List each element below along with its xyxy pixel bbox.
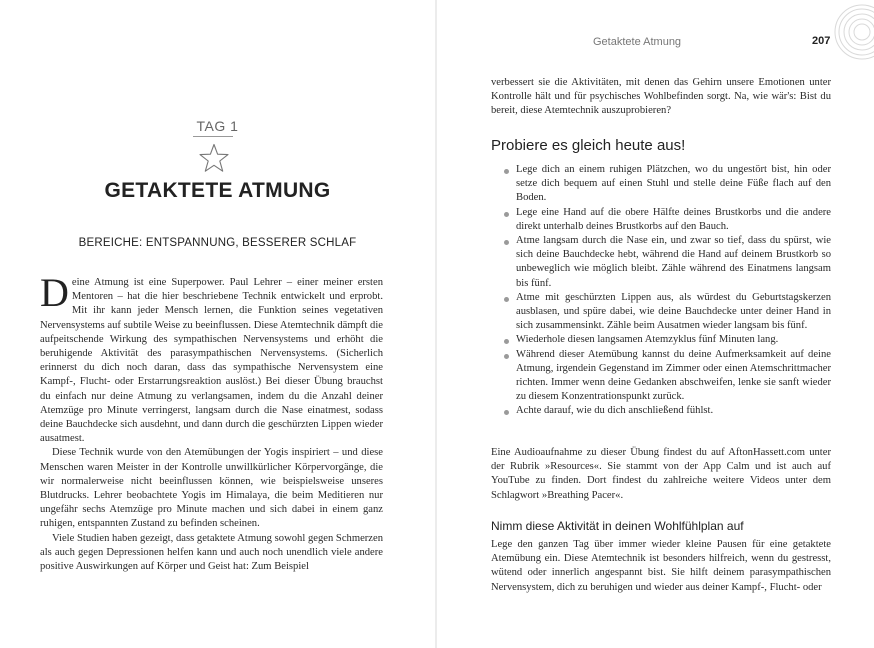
list-item: Achte darauf, wie du dich anschließend fühlst.	[504, 404, 831, 418]
bullet-icon	[504, 240, 509, 245]
paragraph: Lege den ganzen Tag über immer wieder kleine Pausen für eine getaktete Atemübung ein. Diese Atemtechnik ist besonders hilfreich, wenn du gestresst, wütend oder innerlich angespannt bist. Sie hilft deinem parasympathischen Nervensystem, dich zu beruhigen und wieder aus deiner Kampf-, Flucht- oder	[491, 539, 831, 593]
left-page	[0, 0, 435, 648]
subsection-heading: Nimm diese Aktivität in deinen Wohlfühlplan auf	[491, 519, 744, 533]
page-number: 207	[812, 35, 831, 47]
paragraph: Diese Technik wurde von den Atemübungen der Yogis inspiriert – und diese Menschen waren Meister in der Kontrolle unwillkürlicher Körpervorgänge, die wir normalerweise nicht beeinflussen können, wie beispielsweise unseres Blutdrucks. Lehrer beobachtete Yogis im Himalaya, die beim Meditieren nur ungefähr sechs Atemzüge pro Minute machen und sich dabei in einem ganz ruhigen, entspannten Zustand zu befinden scheinen.	[40, 447, 383, 530]
drop-cap: D	[40, 270, 69, 315]
list-item: Lege dich an einem ruhigen Plätzchen, wo du ungestört bist, hin oder setze dich bequem auf einen Stuhl und stelle deine Füße flach auf den Boden.	[504, 163, 831, 206]
section-heading: Probiere es gleich heute aus!	[491, 137, 686, 154]
left-body-text	[40, 270, 383, 574]
audio-paragraph-block	[491, 446, 831, 503]
list-item: Wiederhole diesen langsamen Atemzyklus fünf Minuten lang.	[504, 333, 831, 347]
chapter-areas: BEREICHE: ENTSPANNUNG, BESSERER SCHLAF	[78, 237, 357, 249]
final-paragraph-block	[491, 538, 831, 595]
tag-divider	[193, 136, 233, 137]
bullet-icon	[504, 410, 509, 415]
concentric-circles-icon	[820, 4, 874, 60]
paragraph-text: eine Atmung ist eine Superpower. Paul Lehrer – einer meiner ersten Mentoren – hat die hier beschriebene Technik entwickelt und erprobt. Mit ihr kann jeder Mensch lernen, die Funktion seines vegetativen Nervensystems auf subtile Weise zu beeinflussen. Diese Atemtechnik dämpft die aufpeitschende Wirkung des sympathischen Nervensystems und erhöht die beruhigende Aktivität des parasympathischen Nervensystems. (Sicherlich erinnerst du dich noch daran, dass das sympathische Nervensystem eine Kampf-, Flucht- oder Erstarrungsreaktion auslöst.) Bei dieser Übung brauchst du einfach nur deine Atmung zu verlangsamen, indem du die Anzahl deiner Atemzüge pro Minute verringerst, langsam durch die Nase einatmest, sodass deine Bauchdecke sich ausdehnt, und dann durch die geschürzten Lippen wieder ausatmest.	[40, 277, 383, 445]
list-item: Atme mit geschürzten Lippen aus, als würdest du Geburtstagskerzen ausblasen, und spüre dabei, wie deine Bauchdecke unter deiner Hand in sich zusammensinkt. Zähle beim Ausatmen wieder langsam bis fünf.	[504, 291, 831, 334]
bullet-icon	[504, 354, 509, 359]
chapter-title: GETAKTETE ATMUNG	[104, 179, 331, 202]
list-item: Während dieser Atemübung kannst du deine Aufmerksamkeit auf deine Atmung, irgendein Gegenstand im Zimmer oder einen Atemschrittmacher richten. Immer wenn deine Gedanken abschweifen, lenke sie sanft wieder zu diesem Konzentrationspunkt zurück.	[504, 348, 831, 405]
paragraph: Eine Audioaufnahme zu dieser Übung findest du auf AftonHassett.com unter der Rubrik »Resources«. Sie stammt von der App Calm und ist auch auf YouTube zu finden. Dort findest du zahlreiche weitere Videos unter dem Schlagwort »Breathing Pacer«.	[491, 447, 831, 501]
steps-list	[504, 163, 831, 419]
running-head: Getaktete Atmung	[593, 36, 682, 48]
bullet-icon	[504, 212, 509, 217]
bullet-icon	[504, 169, 509, 174]
star-icon	[198, 143, 230, 173]
right-continuation	[491, 76, 831, 119]
day-tag: TAG 1	[196, 118, 239, 134]
paragraph: Viele Studien haben gezeigt, dass getaktete Atmung sowohl gegen Schmerzen als auch gegen Depressionen helfen kann und auch noch unendlich viele andere positive Auswirkungen auf Körper und Geist hat: Zum Beispiel	[40, 532, 383, 573]
list-item: Lege eine Hand auf die obere Hälfte deines Brustkorbs und die andere direkt unterhalb deines Brustkorbs auf den Bauch.	[504, 206, 831, 234]
paragraph: verbessert sie die Aktivitäten, mit denen das Gehirn unsere Emotionen unter Kontrolle hält und für psychisches Wohlbefinden sorgt. Na, wie wär's: Bist du bereit, diese Atemtechnik auszuprobieren?	[491, 77, 831, 117]
bullet-icon	[504, 339, 509, 344]
bullet-icon	[504, 297, 509, 302]
list-item: Atme langsam durch die Nase ein, und zwar so tief, dass du spürst, wie sich deine Bauchdecke hebt, während die Hand auf deinem Brustkorb so unbeweglich wie möglich bleibt. Zähle während des Einatmens langsam bis fünf.	[504, 234, 831, 291]
paragraph	[40, 270, 383, 446]
